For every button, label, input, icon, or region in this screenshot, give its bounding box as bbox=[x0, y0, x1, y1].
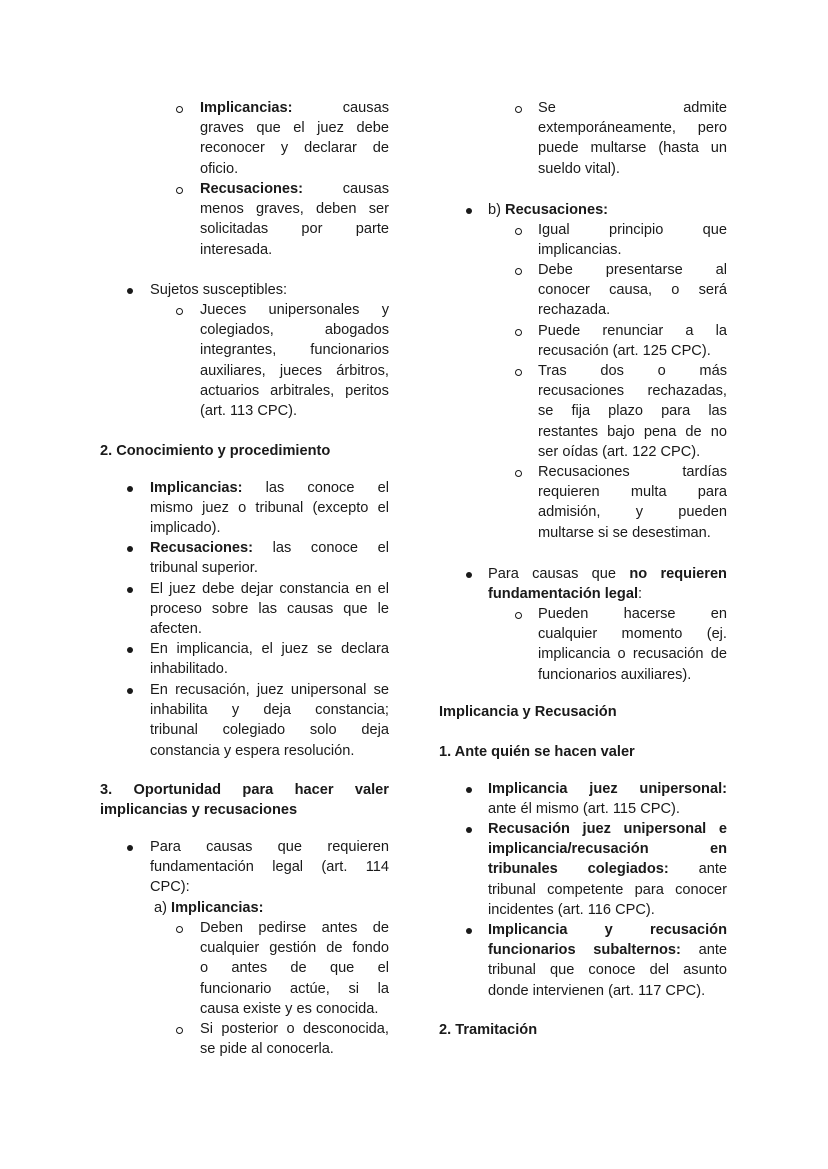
implicancias-timing-item: Si posterior o desconocida, se pide al conocerla. bbox=[200, 1021, 389, 1058]
sub-heading-implicancias: a) Implicancias: bbox=[154, 900, 264, 916]
circle-bullet-icon bbox=[515, 261, 525, 281]
no-fundamentacion-item: Pueden hacerse en cualquier momento (ej. implicancia o recusación de funcionarios auxiliares). bbox=[538, 606, 727, 683]
recusaciones-timing-item: Tras dos o más recusaciones rechazadas, se fija plazo para las restantes bajo pena de no ser oídas (art. 122 CPC). bbox=[538, 363, 727, 460]
sub-heading-recusaciones: b) Recusaciones: bbox=[488, 202, 609, 218]
disc-bullet-icon bbox=[126, 681, 136, 701]
disc-bullet-icon bbox=[465, 201, 475, 221]
recusaciones-timing-item: Puede renunciar a la recusación (art. 125 CPC). bbox=[538, 323, 727, 360]
conocimiento-item: Recusaciones: las conoce el tribunal superior. bbox=[150, 540, 389, 577]
conocimiento-item: Implicancias: las conoce el mismo juez o tribunal (excepto el implicado). bbox=[150, 480, 389, 537]
disc-bullet-icon bbox=[465, 780, 475, 800]
section-heading-conocimiento: 2. Conocimiento y procedimiento bbox=[100, 443, 331, 459]
circle-bullet-icon bbox=[176, 301, 186, 321]
circle-bullet-icon bbox=[515, 99, 525, 119]
disc-bullet-icon bbox=[465, 820, 475, 840]
ante-quien-item: Recusación juez unipersonal e implicancia/recusación en tribunales colegiados: ante tribunal competente para conocer incidentes (art. 116 CPC). bbox=[488, 821, 727, 918]
section-heading-ante-quien: 1. Ante quién se hacen valer bbox=[439, 744, 635, 760]
circle-bullet-icon bbox=[176, 180, 186, 200]
disc-bullet-icon bbox=[126, 838, 136, 858]
recusaciones-timing-item: Debe presentarse al conocer causa, o será rechazada. bbox=[538, 262, 727, 319]
implicancias-timing-item: Se admite extemporáneamente, pero puede multarse (hasta un sueldo vital). bbox=[538, 100, 727, 177]
circle-bullet-icon bbox=[515, 362, 525, 382]
recusaciones-definition: Recusaciones: causas menos graves, deben ser solicitadas por parte interesada. bbox=[200, 181, 389, 258]
disc-bullet-icon bbox=[126, 281, 136, 301]
disc-bullet-icon bbox=[126, 539, 136, 559]
recusaciones-timing-item: Recusaciones tardías requieren multa para admisión, y pueden multarse si se desestiman. bbox=[538, 464, 727, 541]
disc-bullet-icon bbox=[465, 565, 475, 585]
circle-bullet-icon bbox=[515, 221, 525, 241]
ante-quien-item: Implicancia y recusación funcionarios subalternos: ante tribunal que conoce del asunto donde intervienen (art. 117 CPC). bbox=[488, 922, 727, 999]
disc-bullet-icon bbox=[126, 640, 136, 660]
conocimiento-item: En implicancia, el juez se declara inhabilitado. bbox=[150, 641, 389, 678]
circle-bullet-icon bbox=[176, 1020, 186, 1040]
recusaciones-timing-item: Igual principio que implicancias. bbox=[538, 222, 727, 259]
sujetos-label: Sujetos susceptibles: bbox=[150, 282, 288, 298]
sujetos-list: Jueces unipersonales y colegiados, abogados integrantes, funcionarios auxiliares, jueces árbitros, actuarios arbitrales, peritos (art. 113 CPC). bbox=[200, 302, 389, 419]
circle-bullet-icon bbox=[515, 322, 525, 342]
ante-quien-item: Implicancia juez unipersonal: ante él mismo (art. 115 CPC). bbox=[488, 781, 727, 818]
circle-bullet-icon bbox=[515, 463, 525, 483]
section-heading-tramitacion: 2. Tramitación bbox=[439, 1022, 538, 1038]
section-heading-oportunidad: 3. Oportunidad para hacer valer implicancias y recusaciones bbox=[100, 782, 389, 819]
conocimiento-item: El juez debe dejar constancia en el proceso sobre las causas que le afecten. bbox=[150, 581, 389, 638]
implicancias-definition: Implicancias: causas graves que el juez debe reconocer y declarar de oficio. bbox=[200, 100, 389, 177]
disc-bullet-icon bbox=[465, 921, 475, 941]
circle-bullet-icon bbox=[515, 605, 525, 625]
circle-bullet-icon bbox=[176, 919, 186, 939]
fundamentacion-paragraph: Para causas que requieren fundamentación legal (art. 114 CPC): bbox=[150, 839, 389, 896]
no-fundamentacion-paragraph: Para causas que no requieren fundamentación legal: bbox=[488, 566, 727, 603]
circle-bullet-icon bbox=[176, 99, 186, 119]
document-title: Implicancia y Recusación bbox=[439, 704, 617, 720]
conocimiento-item: En recusación, juez unipersonal se inhabilita y deja constancia; tribunal colegiado solo deja constancia y espera resolución. bbox=[150, 682, 389, 759]
implicancias-timing-item: Deben pedirse antes de cualquier gestión de fondo o antes de que el funcionario actúe, si la causa existe y es conocida. bbox=[200, 920, 389, 1017]
disc-bullet-icon bbox=[126, 580, 136, 600]
disc-bullet-icon bbox=[126, 479, 136, 499]
